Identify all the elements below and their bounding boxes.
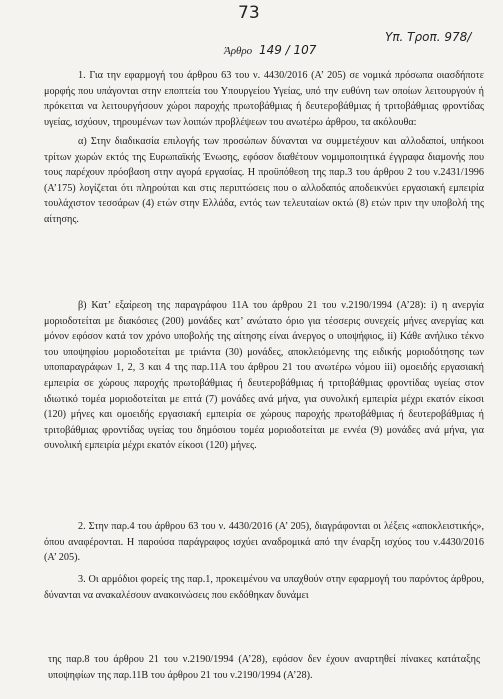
paragraph-2 bbox=[44, 519, 484, 566]
paragraph-1 bbox=[44, 68, 484, 130]
paragraph-3 bbox=[44, 572, 484, 603]
paragraph-1a-text: α) Στην διαδικασία επιλογής των προσώπων δύνανται να συμμετέχουν και αλλοδαποί, υπήκοοι τρίτων χωρών εκτός της Ευρωπαϊκής Ένωσης, εφόσον διαθέτουν νομιμοποιητικά έγγραφα διαμονής που τους παρέχουν πρόσβαση στην αγορά εργασίας. Η προϋπόθεση της παρ.3 του άρθρου 2 του ν.2431/1996 (Α’175) λογίζεται ότι πληρούται και στις περιπτώσεις που ο αλλοδαπός αποδεικνύει εργασιακή εμπειρία τουλάχιστον τεσσάρων (4) ετών στην Ελλάδα, εντός των τελευταίων οκτώ (8) ετών πριν την υποβολή της αίτησης. bbox=[44, 136, 484, 225]
article-label: Άρθρο bbox=[224, 45, 253, 57]
page-number: 73 bbox=[238, 3, 260, 23]
article-heading bbox=[224, 43, 316, 57]
paragraph-1a bbox=[44, 134, 484, 228]
paragraph-2-text: 2. Στην παρ.4 του άρθρου 63 του ν. 4430/2016 (Α’ 205), διαγράφονται οι λέξεις «αποκλειστικής», όπου αναφέρονται. Η παρούσα παράγραφος ισχύει αναδρομικά από την έναρξη ισχύος του ν.4430/2016 (Α’ 205). bbox=[44, 521, 484, 564]
article-number: 149 / 107 bbox=[258, 43, 317, 57]
paragraph-1b bbox=[44, 298, 484, 454]
paragraph-3-text: 3. Οι αρμόδιοι φορείς της παρ.1, προκειμένου να υπαχθούν στην εφαρμογή του παρόντος άρθρου, δύνανται να ανακαλέσουν ανακοινώσεις που εκδόθηκαν δυνάμει bbox=[44, 574, 484, 601]
amendment-reference: Υπ. Τροπ. 978/ bbox=[385, 30, 472, 44]
paragraph-3-continuation bbox=[48, 652, 480, 683]
paragraph-1-text: 1. Για την εφαρμογή του άρθρου 63 του ν. 4430/2016 (Α’ 205) σε νομικά πρόσωπα οιασδήποτε μορφής που υπάγονται στην εποπτεία του Υπουργείου Υγείας, υπό την ευθύνη των οποίων λειτουργούν ή πρόκειται να λειτουργήσουν χώροι παροχής πρωτοβάθμιας ή δευτεροβάθμιας ή τριτοβάθμιας φροντίδας υγείας, ισχύουν, τηρουμένων των λοιπών προβλέψεων του ανωτέρω άρθρου, τα ακόλουθα: bbox=[44, 70, 484, 128]
paragraph-1b-text: β) Κατ’ εξαίρεση της παραγράφου 11Α του άρθρου 21 του ν.2190/1994 (Α’28): i) η ανεργία μοριοδοτείται με διακόσιες (200) μονάδες κατ’ ανώτατο όριο για τέσσερις συνεχείς μήνες ανεργίας και μόνον εφόσον κατά τον χρόνο υποβολής της αίτησης είναι άνεργος ο υποψήφιος, ii) Κάθε ανήλικο τέκνο του υποψηφίου μοριοδοτείται με τριάντα (30) μονάδες, αποκλειόμενης της ειδικής μοριοδότησης των υποπαραγράφων 1, 2, 3 και 4 της παρ.11Α του άρθρου 21 του ανωτέρω νόμου iii) ομοειδής εργασιακή εμπειρία σε χώρους παροχής πρωτοβάθμιας ή δευτεροβάθμιας ή τριτοβάθμιας φροντίδας υγείας στον ιδιωτικό τομέα μοριοδοτείται με επτά (7) μονάδες ανά μήνα, για συνολική εμπειρία μέχρι εκατόν είκοσι (120) μήνες και ομοειδής εργασιακή εμπειρία σε χώρους παροχής πρωτοβάθμιας ή δευτεροβάθμιας ή τριτοβάθμιας φροντίδας υγείας του δημόσιου τομέα μοριοδοτείται με εννέα (9) μονάδες ανά μήνα, για συνολική εμπειρία μέχρι εκατόν είκοσι (120) μήνες. bbox=[44, 300, 484, 452]
paragraph-3-continuation-text: της παρ.8 του άρθρου 21 του ν.2190/1994 (Α’28), εφόσον δεν έχουν αναρτηθεί πίνακες κατάταξης υποψηφίων της παρ.11Β του άρθρου 21 του ν.2190/1994 (Α’28). bbox=[48, 654, 480, 681]
